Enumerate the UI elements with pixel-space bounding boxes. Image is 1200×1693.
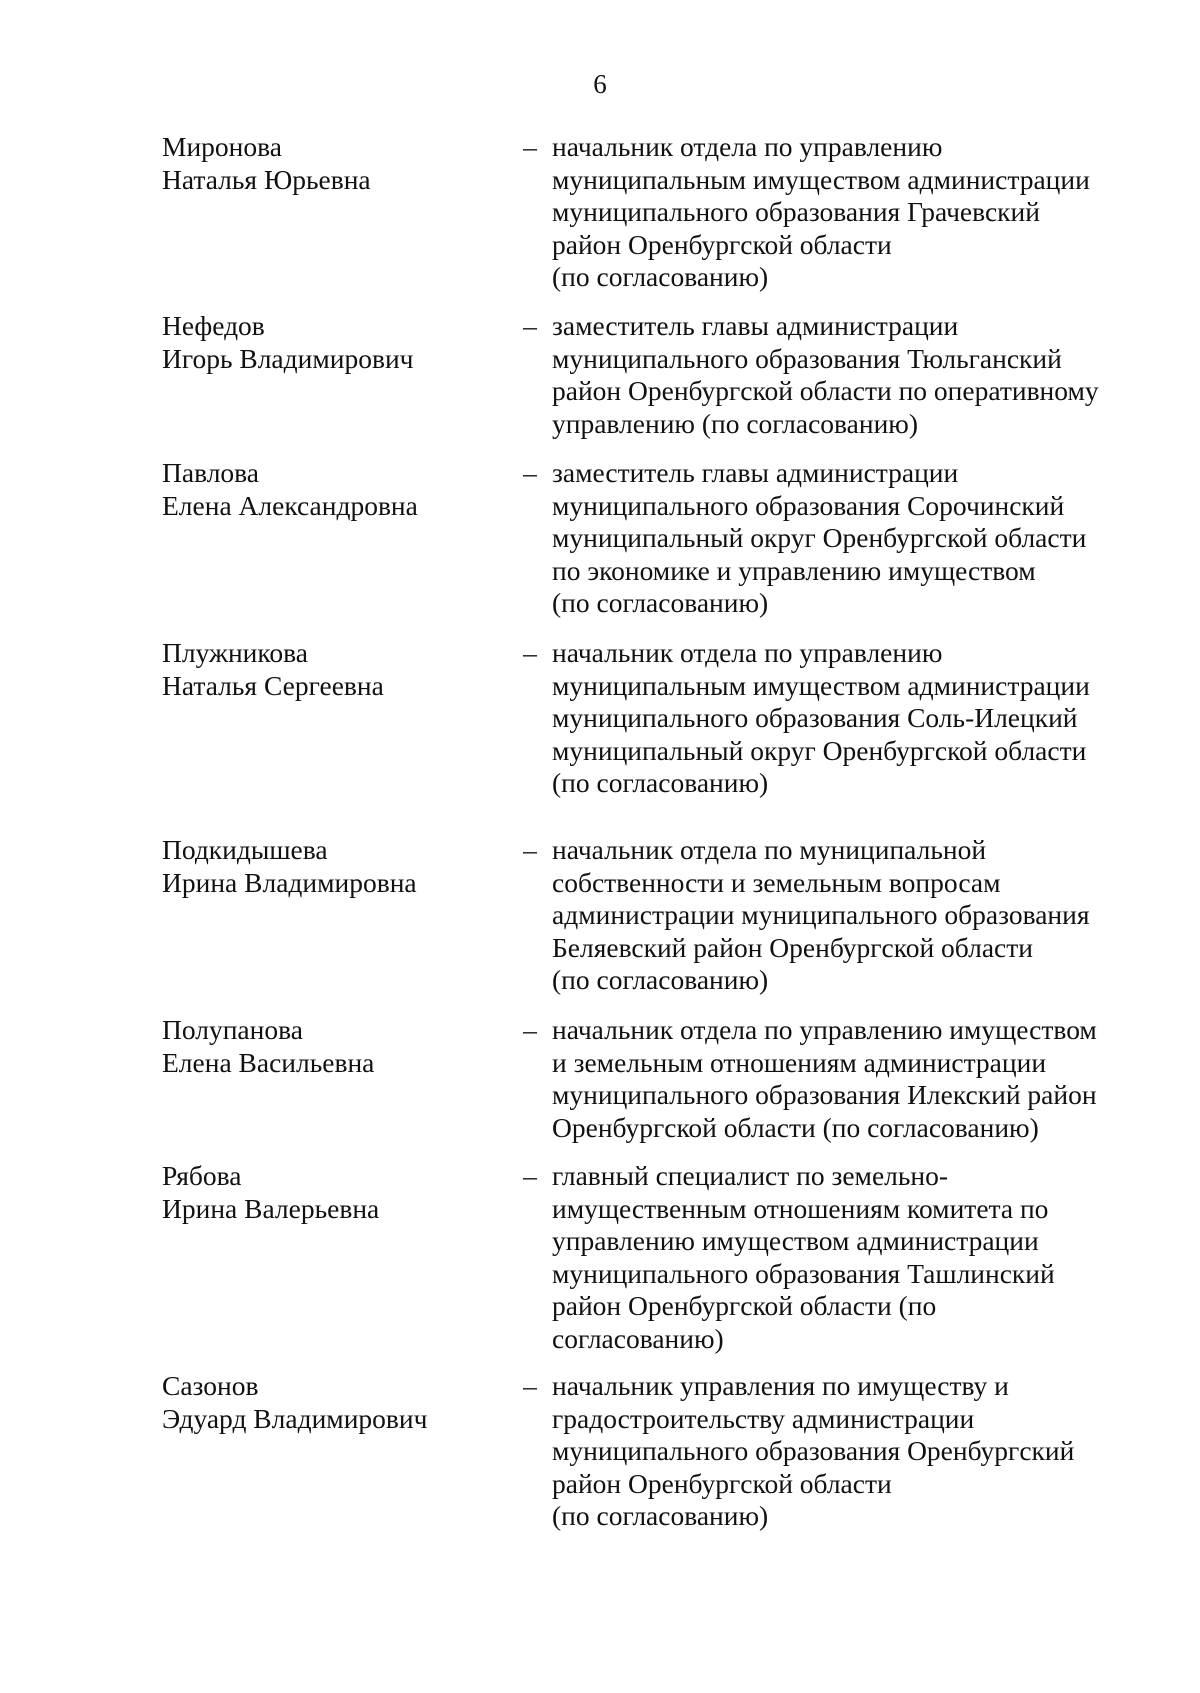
member-surname: Полупанова (162, 1014, 303, 1045)
position-line: муниципальный округ Оренбургской области (552, 522, 1087, 554)
member-surname: Подкидышева (162, 834, 328, 865)
position-line: имущественным отношениям комитета по (552, 1192, 1049, 1224)
member-surname: Сазонов (162, 1370, 259, 1401)
position-line: муниципальным имуществом администрации (552, 669, 1090, 701)
position-line: муниципальный округ Оренбургской области (552, 734, 1087, 766)
dash-separator: – (523, 834, 537, 865)
member-given-name: Наталья Юрьевна (162, 163, 371, 195)
position-line: начальник отдела по управлению (552, 131, 943, 162)
position-line: начальник отдела по муниципальной (552, 834, 987, 865)
dash-separator: – (523, 637, 537, 668)
position-line: начальник отдела по управлению (552, 637, 943, 668)
member-given-name: Ирина Владимировна (162, 866, 417, 898)
member-position (552, 1014, 1152, 1144)
member-surname: Павлова (162, 457, 259, 488)
member-given-name: Наталья Сергеевна (162, 669, 384, 701)
position-line: заместитель главы администрации (552, 457, 959, 488)
position-line: (по согласованию) (552, 1500, 769, 1532)
member-given-name: Игорь Владимирович (162, 342, 414, 374)
position-line: начальник управления по имуществу и (552, 1370, 1009, 1401)
member-name (162, 834, 502, 899)
position-line: район Оренбургской области по оперативному (552, 375, 1099, 407)
dash-separator: – (523, 310, 537, 341)
position-line: муниципального образования Сорочинский (552, 489, 1065, 521)
position-line: (по согласованию) (552, 587, 769, 619)
position-line: муниципального образования Грачевский (552, 196, 1040, 228)
position-line: согласованию) (552, 1322, 724, 1354)
dash-separator: – (523, 457, 537, 488)
position-line: район Оренбургской области (по (552, 1290, 937, 1322)
position-line: собственности и земельным вопросам (552, 866, 1001, 898)
position-line: район Оренбургской области (552, 228, 892, 260)
member-position (552, 131, 1152, 294)
member-name (162, 1370, 502, 1435)
member-given-name: Эдуард Владимирович (162, 1402, 428, 1434)
position-line: и земельным отношениям администрации (552, 1046, 1047, 1078)
position-line: Беляевский район Оренбургской области (552, 931, 1033, 963)
member-name (162, 131, 502, 196)
member-name (162, 457, 502, 522)
member-position (552, 1160, 1152, 1356)
member-name (162, 637, 502, 702)
position-line: муниципального образования Илекский район (552, 1079, 1097, 1111)
position-line: администрации муниципального образования (552, 899, 1090, 931)
member-position (552, 1370, 1152, 1533)
member-name (162, 310, 502, 375)
member-position (552, 834, 1152, 997)
member-name (162, 1014, 502, 1079)
member-given-name: Ирина Валерьевна (162, 1192, 380, 1224)
member-given-name: Елена Александровна (162, 489, 418, 521)
member-position (552, 637, 1152, 800)
position-line: по экономике и управлению имуществом (552, 554, 1036, 586)
member-surname: Плужникова (162, 637, 308, 668)
member-position (552, 310, 1152, 440)
position-line: муниципального образования Оренбургский (552, 1435, 1075, 1467)
position-line: муниципального образования Тюльганский (552, 342, 1062, 374)
dash-separator: – (523, 1160, 537, 1191)
member-name (162, 1160, 502, 1225)
member-position (552, 457, 1152, 620)
position-line: (по согласованию) (552, 767, 769, 799)
position-line: управлению имуществом администрации (552, 1225, 1039, 1257)
member-given-name: Елена Васильевна (162, 1046, 375, 1078)
page-number: 6 (593, 69, 607, 99)
position-line: муниципального образования Соль-Илецкий (552, 702, 1078, 734)
position-line: (по согласованию) (552, 261, 769, 293)
member-surname: Рябова (162, 1160, 242, 1191)
dash-separator: – (523, 131, 537, 162)
position-line: район Оренбургской области (552, 1467, 892, 1499)
position-line: муниципального образования Ташлинский (552, 1257, 1055, 1289)
position-line: муниципальным имуществом администрации (552, 163, 1090, 195)
position-line: начальник отдела по управлению имуществом (552, 1014, 1097, 1045)
member-surname: Нефедов (162, 310, 265, 341)
position-line: градостроительству администрации (552, 1402, 975, 1434)
position-line: Оренбургской области (по согласованию) (552, 1111, 1039, 1143)
position-line: управлению (по согласованию) (552, 407, 919, 439)
dash-separator: – (523, 1014, 537, 1045)
member-surname: Миронова (162, 131, 282, 162)
position-line: заместитель главы администрации (552, 310, 959, 341)
position-line: главный специалист по земельно- (552, 1160, 949, 1191)
dash-separator: – (523, 1370, 537, 1401)
position-line: (по согласованию) (552, 964, 769, 996)
